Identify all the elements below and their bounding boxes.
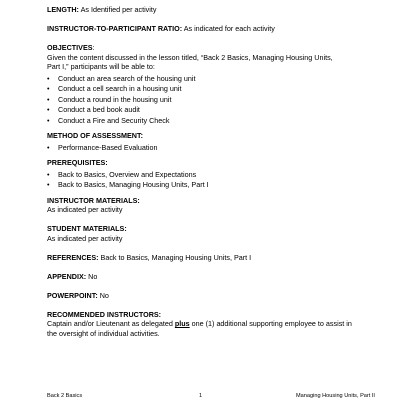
- prerequisites-list: [47, 170, 377, 191]
- references-line: [47, 253, 377, 263]
- appendix-line: [47, 272, 377, 282]
- objectives-label-suffix: :: [92, 43, 95, 52]
- ratio-line: [47, 24, 377, 34]
- document-body: [47, 5, 377, 338]
- recommended-instructors-label: RECOMMENDED INSTRUCTORS:: [47, 309, 162, 319]
- length-label: LENGTH:: [47, 5, 79, 14]
- bullet-icon: •: [47, 169, 50, 179]
- objective-text: Conduct a round in the housing unit: [58, 94, 172, 104]
- powerpoint-label: POWERPOINT:: [47, 290, 98, 300]
- appendix-label: APPENDIX:: [47, 271, 87, 281]
- prerequisite-text: Back to Basics, Managing Housing Units, Part I: [58, 180, 209, 189]
- footer-right: Managing Housing Units, Part II: [296, 393, 375, 399]
- recommended-instructors-text: Captain and/or Lieutenant as delegated: [47, 319, 175, 328]
- assessment-list: [47, 143, 377, 154]
- length-line: [47, 5, 377, 15]
- instructor-materials-label: INSTRUCTOR MATERIALS:: [47, 195, 140, 205]
- bullet-icon: •: [47, 84, 50, 93]
- length-value: As Identified per activity: [80, 5, 157, 14]
- ratio-label: INSTRUCTOR-TO-PARTICIPANT RATIO:: [47, 24, 183, 33]
- objective-text: Conduct a cell search in a housing unit: [58, 84, 182, 93]
- powerpoint-value: No: [99, 290, 109, 300]
- prerequisite-item: [47, 180, 377, 191]
- objective-item: [47, 74, 377, 85]
- plus-emphasis: plus: [174, 319, 190, 328]
- student-materials-label: STUDENT MATERIALS:: [47, 224, 127, 233]
- bullet-icon: •: [47, 105, 50, 114]
- instructor-materials-value: As indicated per activity: [47, 205, 123, 214]
- assessment-text: Performance-Based Evaluation: [58, 142, 158, 152]
- ratio-value: As indicated for each activity: [183, 24, 275, 33]
- references-label: REFERENCES:: [47, 252, 99, 262]
- appendix-value: No: [88, 271, 98, 281]
- assessment-item: [47, 143, 377, 154]
- bullet-icon: •: [47, 115, 50, 125]
- student-materials-value: As indicated per activity: [47, 233, 123, 243]
- assessment-label: METHOD OF ASSESSMENT:: [47, 131, 143, 140]
- objective-item: [47, 105, 377, 116]
- recommended-instructors-line-1: [47, 319, 377, 329]
- objective-text: Conduct a Fire and Security Check: [58, 115, 170, 125]
- objectives-label: OBJECTIVES: [47, 43, 93, 52]
- bullet-icon: •: [47, 142, 50, 152]
- objective-item: [47, 116, 377, 127]
- bullet-icon: •: [47, 73, 50, 83]
- footer-left: Back 2 Basics: [47, 393, 83, 399]
- prerequisite-text: Back to Basics, Overview and Expectations: [58, 169, 197, 179]
- objective-text: Conduct an area search of the housing unit: [58, 73, 196, 83]
- objective-text: Conduct a bed book audit: [58, 105, 140, 114]
- objectives-heading: [47, 43, 377, 53]
- objective-item: [47, 95, 377, 106]
- powerpoint-line: [47, 291, 377, 301]
- objective-item: [47, 84, 377, 95]
- bullet-icon: •: [47, 180, 50, 189]
- objectives-intro-line-2: Part I,” participants will be able to:: [47, 62, 155, 71]
- page-number: 1: [199, 393, 203, 399]
- recommended-instructors-line-2: the oversight of individual activities.: [47, 328, 160, 338]
- prerequisites-label: PREREQUISITES:: [47, 158, 108, 167]
- recommended-instructors-text: one (1) additional supporting employee to assist in: [189, 319, 352, 328]
- prerequisite-item: [47, 170, 377, 181]
- objectives-list: [47, 74, 377, 127]
- objectives-intro-line-1: Given the content discussed in the lesson titled, “Back 2 Basics, Managing Housing Units,: [47, 52, 333, 62]
- references-value: Back to Basics, Managing Housing Units, Part I: [100, 252, 252, 262]
- bullet-icon: •: [47, 94, 50, 104]
